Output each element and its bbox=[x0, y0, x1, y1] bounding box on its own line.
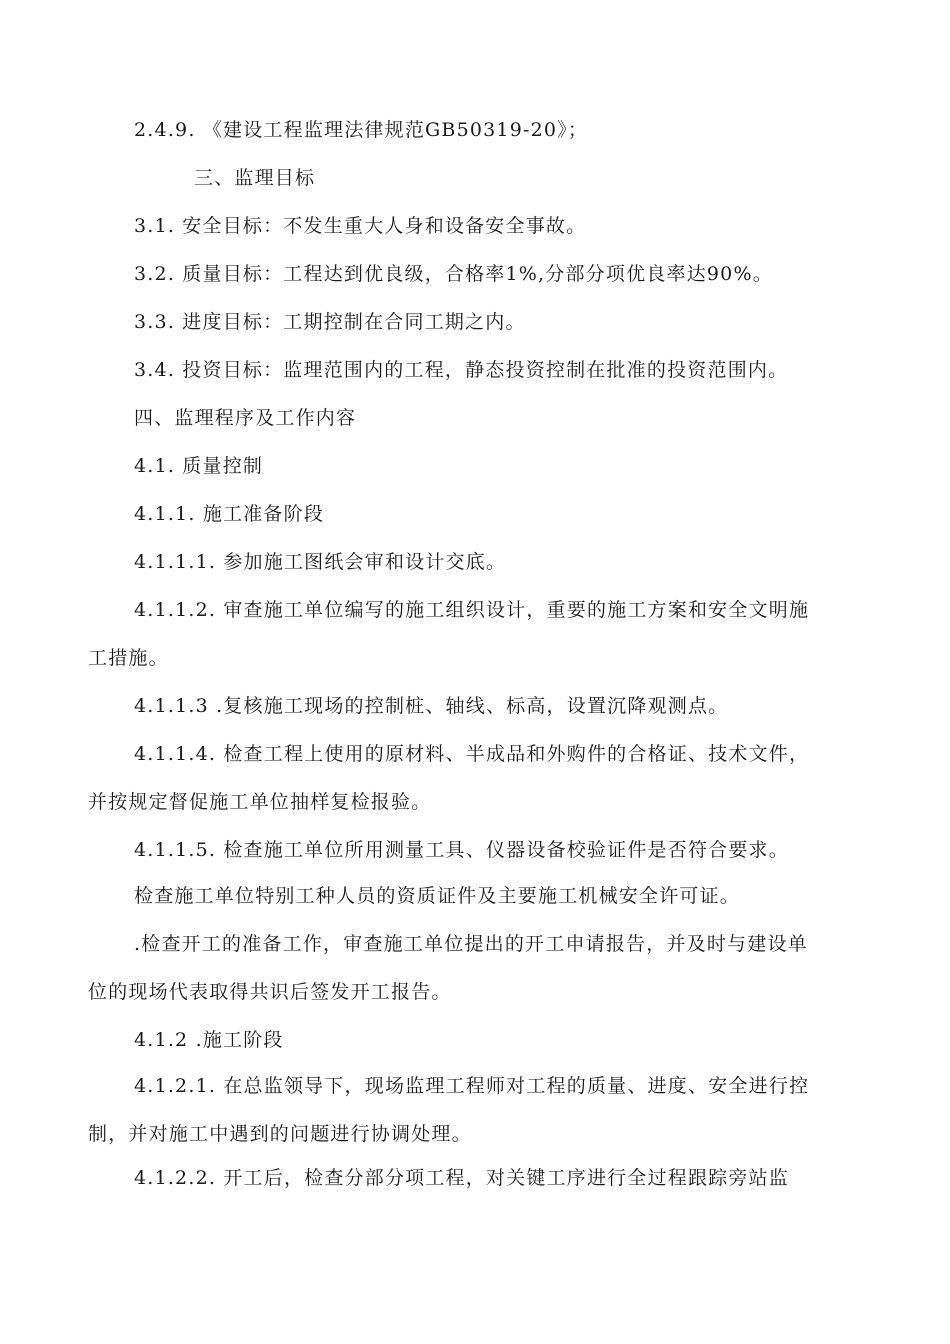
clause-3-1: 3.1. 安全目标：不发生重大人身和设备安全事故。 bbox=[134, 215, 587, 237]
clause-4-1-2-1-line-1: 4.1.2.1. 在总监领导下，现场监理工程师对工程的质量、进度、安全进行控 bbox=[134, 1075, 810, 1097]
clause-4-1-1-1: 4.1.1.1. 参加施工图纸会审和设计交底。 bbox=[134, 551, 507, 573]
clause-4-1-1-2-line-1: 4.1.1.2. 审查施工单位编写的施工组织设计，重要的施工方案和安全文明施 bbox=[134, 599, 810, 621]
clause-4-1-1-4-line-1: 4.1.1.4. 检查工程上使用的原材料、半成品和外购件的合格证、技术文件， bbox=[134, 743, 810, 765]
paragraph-special-workers: 检查施工单位特别工种人员的资质证件及主要施工机械安全许可证。 bbox=[134, 885, 741, 907]
clause-4-1-2-2-line-1: 4.1.2.2. 开工后，检查分部分项工程，对关键工序进行全过程跟踪旁站监 bbox=[134, 1167, 789, 1189]
clause-3-3: 3.3. 进度目标：工期控制在合同工期之内。 bbox=[134, 311, 526, 333]
clause-4-1-2-1-line-2: 制，并对施工中遇到的问题进行协调处理。 bbox=[88, 1123, 472, 1145]
clause-2-4-9: 2.4.9. 《建设工程监理法律规范GB50319-20》； bbox=[134, 119, 589, 141]
clause-3-2: 3.2. 质量目标：工程达到优良级，合格率1%,分部分项优良率达90%。 bbox=[134, 263, 773, 285]
clause-4-1-1-4-line-2: 并按规定督促施工单位抽样复检报验。 bbox=[88, 791, 432, 813]
section-heading-4: 四、监理程序及工作内容 bbox=[134, 407, 357, 429]
clause-4-1: 4.1. 质量控制 bbox=[134, 455, 264, 477]
paragraph-start-check-line-2: 位的现场代表取得共识后签发开工报告。 bbox=[88, 981, 452, 1003]
clause-3-4: 3.4. 投资目标：监理范围内的工程，静态投资控制在批准的投资范围内。 bbox=[134, 359, 789, 381]
clause-4-1-1: 4.1.1. 施工准备阶段 bbox=[134, 503, 325, 525]
paragraph-start-check-line-1: .检查开工的准备工作，审查施工单位提出的开工申请报告，并及时与建设单 bbox=[134, 933, 808, 955]
clause-4-1-2: 4.1.2 .施工阶段 bbox=[134, 1029, 284, 1051]
clause-4-1-1-3: 4.1.1.3 .复核施工现场的控制桩、轴线、标高，设置沉降观测点。 bbox=[134, 695, 729, 717]
clause-4-1-1-2-line-2: 工措施。 bbox=[88, 647, 169, 669]
section-heading-3: 三、监理目标 bbox=[194, 167, 316, 189]
clause-4-1-1-5: 4.1.1.5. 检查施工单位所用测量工具、仪器设备校验证件是否符合要求。 bbox=[134, 839, 789, 861]
